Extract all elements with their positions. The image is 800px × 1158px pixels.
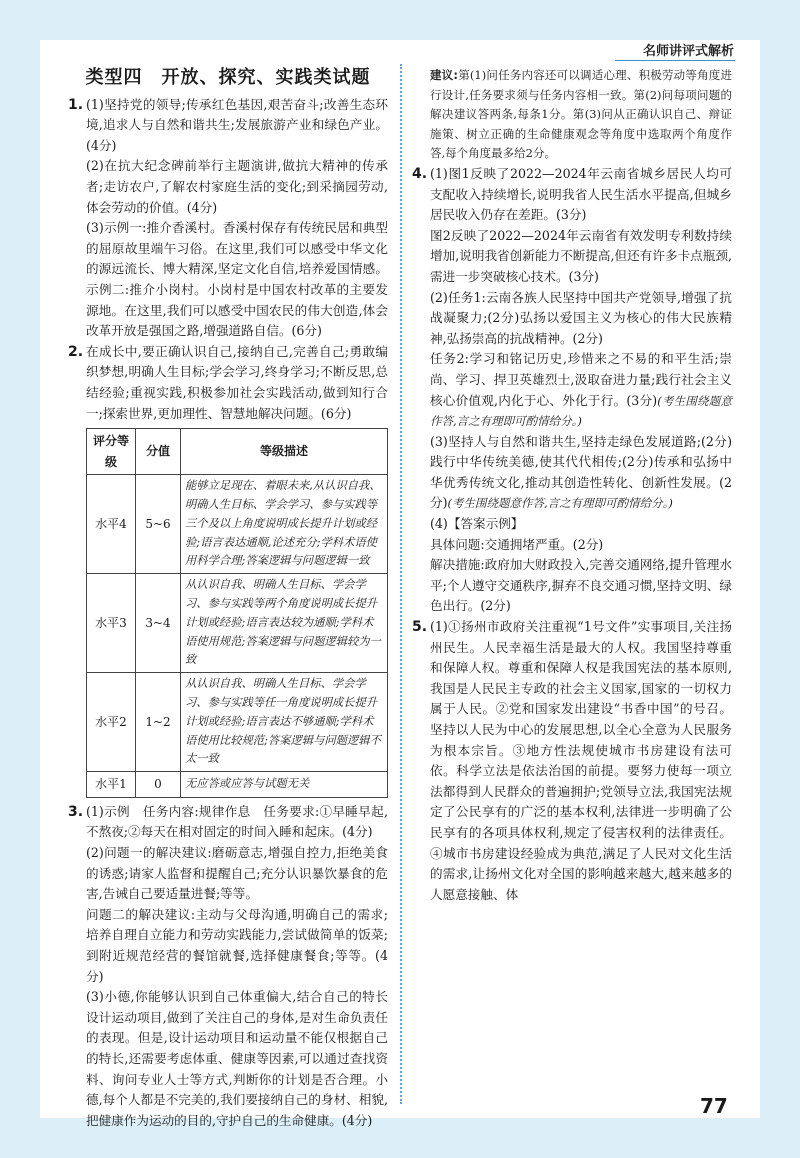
level-cell: 水平1 [87, 772, 136, 798]
grading-hint: (考生围绕题意作答,言之有理即可酌情给分。) [430, 393, 732, 429]
header-label: 名师讲评式解析 [642, 44, 734, 59]
question-number: 2. [68, 343, 84, 360]
score-cell: 5~6 [136, 475, 181, 574]
answer-paragraph: (2)任务1:云南各族人民坚持中国共产党领导,增强了抗战凝聚力;(2分)弘扬以爱国主义为核心的伟大民族精神,弘扬崇高的抗战精神。(2分) [430, 289, 732, 346]
question-4 [412, 164, 732, 617]
page-frame-top [0, 0, 800, 40]
grading-note [430, 66, 732, 164]
table-row [87, 772, 388, 798]
answer-paragraph: (4)【答案示例】 [430, 516, 524, 532]
answer-paragraph: (2)问题一的解决建议:磨砺意志,增强自控力,拒绝美食的诱惑;请家人监督和提醒自己;充分认识暴饮暴食的危害,告诫自己要适量进餐;等等。 [86, 845, 388, 902]
table-header: 分值 [136, 429, 181, 475]
level-cell: 水平3 [87, 574, 136, 673]
note-label: 建议: [430, 68, 459, 82]
question-number: 4. [412, 165, 428, 182]
page-number: 77 [700, 1094, 728, 1118]
note-text: 第(1)问任务内容还可以调适心理、积极劳动等角度进行设计,任务要求须与任务内容相一致。第(2)问每项问题的解决建议答两条,每条1分。第(3)问从正确认识自己、辩证施策、树立正确的生命健康观念等角度中选取两个角度作答,每个角度最多给2分。 [430, 68, 732, 161]
score-cell: 1~2 [136, 673, 181, 772]
level-cell: 水平2 [87, 673, 136, 772]
answer-paragraph: 具体问题:交通拥堵严重。(2分) [430, 536, 604, 552]
answer-paragraph: (1)①扬州市政府关注重视“1号文件”实事项目,关注扬州民生。人民幸福生活是最大的人权。我国坚持尊重和保障人权。尊重和保障人权是我国宪法的基本原则,我国是人民民主专政的社会主义国家,国家的一切权力属于人民。②党和国家发出建设“书香中国”的号召。坚持以人民为中心的发展思想,以全心全意为人民服务为根本宗旨。③地方性法规使城市书房建设有法可依。科学立法是依法治国的前提。要努力使每一项立法都得到人民群众的普遍拥护;党领导立法,我国宪法规定了公民享有的广泛的基本权利,法律进一步明确了公民享有的各项具体权利,规定了侵害权利的法律责任。④城市书房建设经验成为典范,满足了人民对文化生活的需求,让扬州文化对全国的影响越来越大,越来越多的人愿意接触、体 [430, 619, 732, 902]
question-3-continued [412, 66, 732, 164]
answer-paragraph: 问题二的解决建议:主动与父母沟通,明确自己的需求;培养自理自立能力和劳动实践能力,尝试做简单的饭菜;到附近规范经营的餐馆就餐,选择健康餐食;等等。(4分) [86, 906, 388, 984]
page-frame-right [760, 0, 800, 1158]
table-header-row [87, 429, 388, 475]
table-row [87, 475, 388, 574]
right-column [412, 66, 732, 905]
table-header: 评分等级 [87, 429, 136, 475]
answer-paragraph: (1)坚持党的领导;传承红色基因,艰苦奋斗;改善生态环境,追求人与自然和谐共生;发展旅游产业和绿色产业。(4分) [86, 96, 388, 153]
question-3 [68, 802, 388, 1132]
table-row [87, 673, 388, 772]
description-cell: 从认识自我、明确人生目标、学会学习、参与实践等两个角度说明成长提升计划或经验;语言表达较为通顺;学科术语使用规范;答案逻辑与问题逻辑较为一致 [181, 574, 388, 673]
section-title: 类型四 开放、探究、实践类试题 [85, 67, 371, 88]
score-cell: 0 [136, 772, 181, 798]
table-row [87, 574, 388, 673]
header-underline [615, 60, 735, 61]
answer-paragraph: 解决措施:政府加大财政投入,完善交通网络,提升管理水平;个人遵守交通秩序,摒弃不良交通习惯,坚持文明、绿色出行。(2分) [430, 557, 732, 614]
question-1 [68, 95, 388, 342]
answer-paragraph: (2)在抗大纪念碑前举行主题演讲,做抗大精神的传承者;走访农户,了解农村家庭生活的变化;到采摘园劳动,体会劳动的价值。(4分) [86, 158, 388, 215]
grading-table [86, 428, 388, 798]
answer-paragraph: (3)小德,你能够认识到自己体重偏大,结合自己的特长设计运动项目,做到了关注自己的身体,是对生命负责任的表现。但是,设计运动项目和运动量不能仅根据自己的特长,还需要考虑体重、健康等因素,可以通过查找资料、询问专业人士等方式,判断你的计划是否合理。小德,每个人都是不完美的,我们要接纳自己的身材、相貌,把健康作为运动的目的,守护自己的生命健康。(4分) [86, 989, 388, 1128]
answer-paragraph: 图2反映了2022—2024年云南省有效发明专利数持续增加,说明我省创新能力不断提高,但还有许多卡点瓶颈,需进一步突破核心技术。(3分) [430, 227, 732, 284]
left-column [68, 66, 388, 1131]
answer-paragraph: (3)示例一:推介香溪村。香溪村保存有传统民居和典型的屈原故里端午习俗。在这里,我们可以感受中华文化的源远流长、博大精深,坚定文化自信,培养爱国情感。示例二:推介小岗村。小岗村是中国农村改革的主要发源地。在这里,我们可以感受中国农民的伟大创造,体会改革开放是强国之路,增强道路自信。(6分) [86, 220, 388, 339]
answer-text: (3)坚持人与自然和谐共生,坚持走绿色发展道路;(2分)践行中华传统美德,使其代代相传;(2分)传承和弘扬中华优秀传统文化,推动其创造性转化、创新性发展。(2分) [430, 433, 732, 511]
answer-paragraph: (1)图1反映了2022—2024年云南省城乡居民人均可支配收入持续增长,说明我省人民生活水平提高,但城乡居民收入仍存在差距。(3分) [430, 165, 732, 223]
page-frame-left [0, 0, 40, 1158]
question-number: 1. [68, 96, 84, 113]
answer-paragraph [430, 349, 732, 431]
answer-paragraph: 在成长中,要正确认识自己,接纳自己,完善自己;勇敢编织梦想,明确人生目标;学会学习,终身学习;不断反思,总结经验;重视实践,积极参加社会实践活动,做到知行合一;探索世界,更加理性、智慧地解决问题。(6分) [86, 343, 388, 421]
answer-text: 任务2:学习和铭记历史,珍惜来之不易的和平生活;崇尚、学习、捍卫英雄烈士,汲取奋进力量;践行社会主义核心价值观,内化于心、外化于行。(3分) [430, 351, 732, 408]
score-cell: 3~4 [136, 574, 181, 673]
description-cell: 能够立足现在、着眼未来,从认识自我、明确人生目标、学会学习、参与实践等三个及以上角度说明成长提升计划或经验;语言表达通顺,论述充分;学科术语使用科学合理;答案逻辑与问题逻辑一致 [181, 475, 388, 574]
table-header: 等级描述 [181, 429, 388, 475]
question-5 [412, 617, 732, 905]
grading-hint: (考生围绕题意作答,言之有理即可酌情给分。) [447, 496, 673, 511]
description-cell: 无应答或应答与试题无关 [181, 772, 388, 798]
question-number: 5. [412, 619, 428, 636]
answer-paragraph: (1)示例 任务内容:规律作息 任务要求:①早睡早起,不熬夜;②每天在相对固定的时间入睡和起床。(4分) [86, 803, 388, 840]
column-divider [400, 64, 402, 1104]
description-cell: 从认识自我、明确人生目标、学会学习、参与实践等任一角度说明成长提升计划或经验;语言表达不够通顺;学科术语使用比较规范;答案逻辑与问题逻辑不太一致 [181, 673, 388, 772]
level-cell: 水平4 [87, 475, 136, 574]
answer-paragraph [430, 432, 732, 514]
question-number: 3. [68, 803, 84, 820]
question-2 [68, 342, 388, 424]
